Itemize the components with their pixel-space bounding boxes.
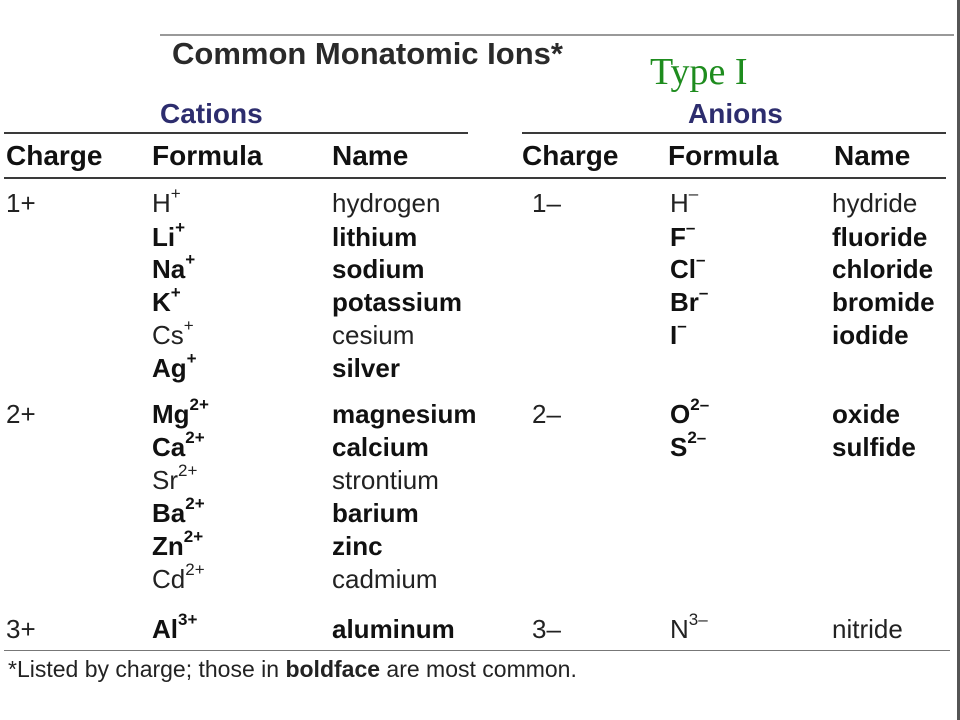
ion-charge-superscript: 3+ [178, 610, 198, 630]
cation-formula [152, 316, 194, 351]
cation-name: cadmium [332, 564, 438, 594]
cation-name: magnesium [332, 399, 477, 429]
cation-formula [152, 610, 198, 645]
cations-rule [4, 132, 468, 134]
anions-rule [522, 132, 946, 134]
anions-header: Anions [688, 98, 783, 129]
ion-charge-superscript: – [698, 283, 709, 303]
element-symbol: H [670, 188, 689, 218]
element-symbol: Li [152, 222, 176, 252]
element-symbol: F [670, 222, 686, 252]
cation-formula [152, 184, 181, 219]
footer-rule [4, 650, 950, 651]
cations-header: Cations [160, 98, 263, 129]
cation-name: strontium [332, 465, 439, 495]
anion-charge: 3– [532, 614, 561, 644]
ion-charge-superscript: 2+ [189, 395, 209, 415]
ion-charge-superscript: 2– [687, 428, 707, 448]
element-symbol: Na [152, 254, 186, 284]
ion-charge-superscript: 2+ [185, 428, 205, 448]
element-symbol: K [152, 287, 171, 317]
cation-charge: 2+ [6, 399, 36, 429]
cation-name: lithium [332, 222, 418, 252]
anion-formula [670, 184, 699, 219]
cation-name-header: Name [332, 140, 409, 171]
anion-charge: 2– [532, 399, 561, 429]
anion-name: bromide [832, 287, 935, 317]
ion-charge-superscript: 2+ [185, 494, 205, 514]
ion-charge-superscript: 2– [690, 395, 710, 415]
ion-charge-superscript: – [677, 316, 687, 336]
element-symbol: Ca [152, 432, 186, 462]
element-symbol: Cd [152, 564, 186, 594]
cation-name: aluminum [332, 614, 455, 644]
cation-formula [152, 494, 205, 529]
cation-formula [152, 527, 204, 562]
ion-charge-superscript: – [688, 184, 699, 204]
element-symbol: Sr [152, 465, 178, 495]
anion-name: chloride [832, 254, 934, 284]
ion-charge-superscript: 2+ [183, 527, 204, 547]
cation-formula [152, 395, 209, 430]
anion-charge: 1– [532, 188, 561, 218]
element-symbol: Cs [152, 320, 184, 350]
ion-charge-superscript: + [170, 283, 181, 303]
ion-charge-superscript: – [685, 218, 696, 238]
header-rule [4, 177, 946, 179]
cation-formula [152, 461, 198, 496]
cation-formula [152, 428, 205, 463]
cation-formula [152, 560, 205, 595]
cation-charge-header: Charge [6, 140, 103, 171]
footnote [8, 656, 577, 683]
cation-charge: 3+ [6, 614, 36, 644]
ion-charge-superscript: + [185, 250, 196, 270]
anion-name: nitride [832, 614, 903, 644]
anion-name: iodide [832, 320, 909, 350]
anion-formula-header: Formula [668, 140, 779, 171]
ion-charge-superscript: 2+ [178, 461, 198, 481]
element-symbol: Al [152, 614, 178, 644]
footnote-text-end: are most common. [380, 656, 577, 682]
cation-name: silver [332, 353, 400, 383]
element-symbol: Zn [152, 531, 184, 561]
ion-charge-superscript: + [186, 349, 197, 369]
cation-name: potassium [332, 287, 463, 317]
cation-formula [152, 283, 181, 318]
element-symbol: Ba [152, 498, 186, 528]
cation-name: barium [332, 498, 419, 528]
footnote-text: *Listed by charge; those in [8, 656, 286, 682]
footnote-bold-word: boldface [285, 656, 381, 682]
element-symbol: H [152, 188, 171, 218]
element-symbol: S [670, 432, 688, 462]
cation-formula [152, 349, 197, 384]
cation-name: sodium [332, 254, 425, 284]
anion-formula [670, 250, 706, 285]
anion-formula [670, 610, 708, 645]
element-symbol: N [670, 614, 689, 644]
cation-formula [152, 250, 196, 285]
type-label: Type I [650, 51, 748, 93]
ion-charge-superscript: + [175, 218, 186, 238]
ion-charge-superscript: 2+ [185, 560, 205, 580]
anion-formula [670, 428, 707, 463]
element-symbol: Br [670, 287, 699, 317]
anion-name: hydride [832, 188, 918, 218]
cation-name: hydrogen [332, 188, 441, 218]
anion-name: oxide [832, 399, 900, 429]
page-title: Common Monatomic Ions* [172, 36, 563, 71]
anion-name: fluoride [832, 222, 928, 252]
element-symbol: O [670, 399, 691, 429]
element-symbol: Cl [670, 254, 696, 284]
anion-formula [670, 395, 710, 430]
element-symbol: Ag [152, 353, 187, 383]
ion-charge-superscript: + [170, 184, 181, 204]
anion-name: sulfide [832, 432, 916, 462]
anion-formula [670, 316, 687, 351]
anion-formula [670, 283, 709, 318]
element-symbol: Mg [152, 399, 190, 429]
anion-formula [670, 218, 696, 253]
ion-charge-superscript: + [183, 316, 194, 336]
element-symbol: I [670, 320, 678, 350]
ion-charge-superscript: – [696, 250, 706, 270]
cation-name: zinc [332, 531, 383, 561]
cation-formula-header: Formula [152, 140, 263, 171]
anion-name-header: Name [834, 140, 911, 171]
ion-charge-superscript: 3– [688, 610, 708, 630]
cation-name: calcium [332, 432, 429, 462]
cation-charge: 1+ [6, 188, 36, 218]
cation-name: cesium [332, 320, 415, 350]
anion-charge-header: Charge [522, 140, 619, 171]
cation-formula [152, 218, 186, 253]
